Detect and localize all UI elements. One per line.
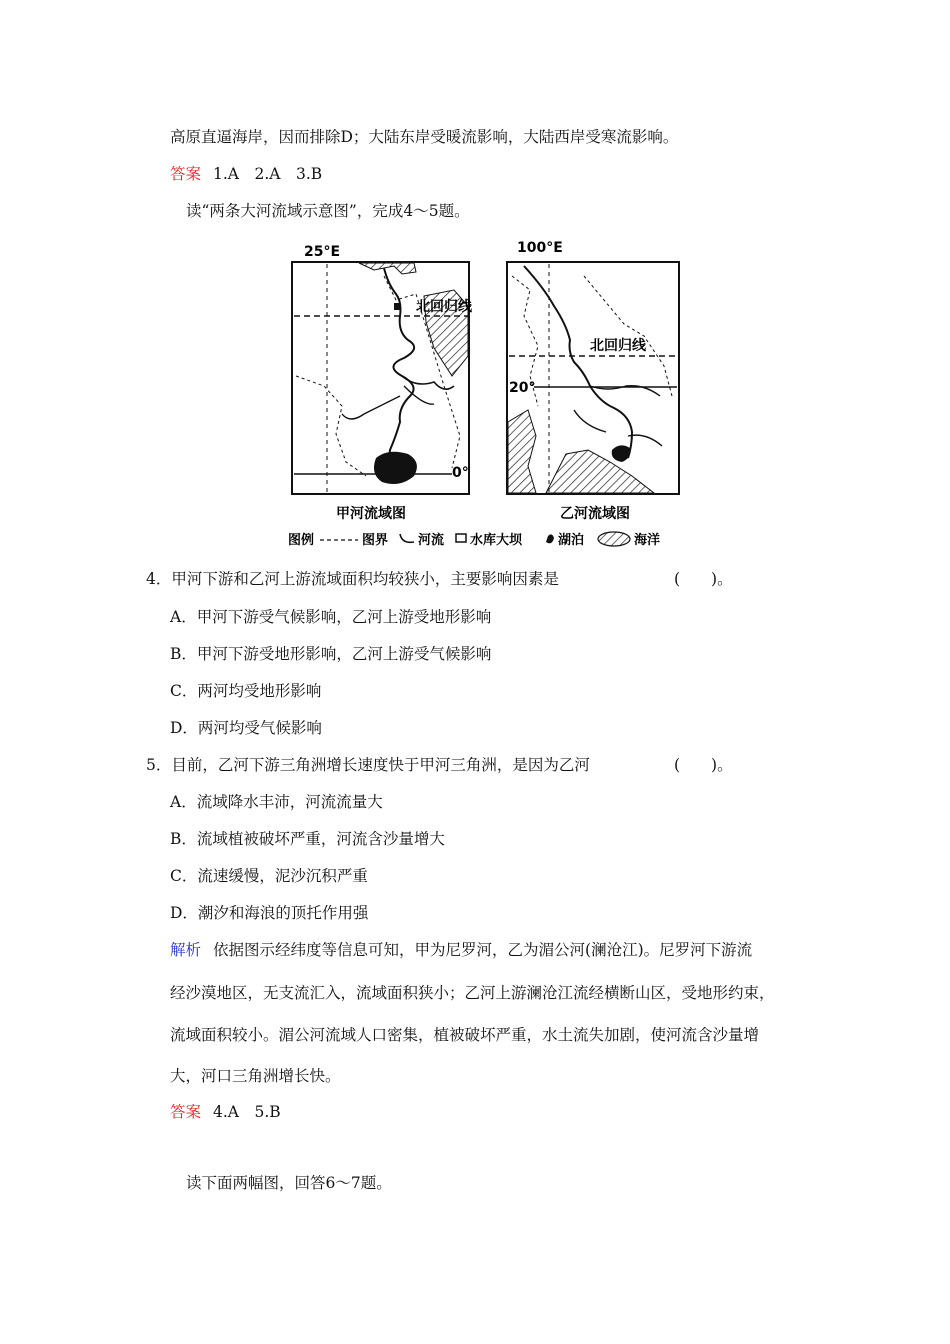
map-b (507, 240, 679, 522)
legend-title: 图例 (288, 533, 315, 548)
legend-lake-icon (546, 534, 554, 543)
question-5-text: 5．目前，乙河下游三角洲增长速度快于甲河三角洲，是因为乙河 (146, 756, 590, 774)
answer-row-2 (170, 1101, 281, 1123)
answer-row-1 (170, 163, 322, 185)
answer-text-2: 4.A 5.B (213, 1103, 281, 1121)
answer-text: 1.A 2.A 3.B (213, 165, 323, 183)
river-basin-figure (284, 236, 684, 554)
map-b-tropic-label: 北回归线 (590, 338, 646, 354)
analysis-text-1: 依据图示经纬度等信息可知，甲为尼罗河，乙为湄公河(澜沧江)。尼罗河下游流 (213, 941, 753, 959)
legend-boundary: 图界 (362, 533, 389, 548)
legend-ocean-icon (598, 532, 630, 546)
question-4-paren: ( )。 (674, 570, 733, 588)
legend-river-icon (400, 534, 414, 542)
legend-river: 河流 (418, 533, 445, 548)
legend-reservoir: 水库大坝 (470, 533, 523, 548)
question-5-stem (146, 754, 590, 776)
question-4-text: 4．甲河下游和乙河上游流域面积均较狭小，主要影响因素是 (146, 570, 559, 588)
map-a (292, 244, 473, 522)
answer-label: 答案 (170, 165, 202, 183)
map-b-lat-label: 20° (509, 380, 536, 396)
question-5-option-a: A．流域降水丰沛，河流流量大 (170, 793, 383, 811)
map-b-longitude-label: 100°E (517, 240, 563, 256)
question-5-option-b: B．流域植被破坏严重，河流含沙量增大 (170, 830, 445, 848)
answer-label-2: 答案 (170, 1103, 202, 1121)
question-5-paren: ( )。 (674, 756, 733, 774)
legend-lake: 湖泊 (558, 533, 585, 548)
question-4-option-b: B．甲河下游受地形影响，乙河上游受气候影响 (170, 645, 492, 663)
question-5-option-c: C．流速缓慢，泥沙沉积严重 (170, 867, 368, 885)
map-a-longitude-label: 25°E (304, 244, 341, 260)
question-4-option-a: A．甲河下游受气候影响，乙河上游受地形影响 (170, 608, 492, 626)
question-5-option-d: D．潮汐和海浪的顶托作用强 (170, 904, 369, 922)
analysis-line-1 (170, 939, 752, 961)
read-instruction-2: 读下面两幅图，回答6～7题。 (186, 1174, 392, 1192)
map-a-tropic-label: 北回归线 (416, 299, 472, 315)
question-4-option-c: C．两河均受地形影响 (170, 682, 322, 700)
analysis-line-2: 经沙漠地区，无支流汇入，流域面积狭小；乙河上游澜沧江流经横断山区，受地形约束， (170, 984, 775, 1002)
map-a-caption: 甲河流域图 (336, 506, 406, 522)
analysis-line-3: 流域面积较小。湄公河流域人口密集，植被破坏严重，水土流失加剧，使河流含沙量增 (170, 1026, 760, 1044)
map-legend (288, 532, 660, 548)
analysis-label: 解析 (170, 941, 202, 959)
read-instruction-1: 读“两条大河流域示意图”，完成4～5题。 (186, 202, 470, 220)
question-4-stem (146, 568, 559, 590)
question-4-option-d: D．两河均受气候影响 (170, 719, 322, 737)
intro-line: 高原直逼海岸，因而排除D；大陆东岸受暖流影响，大陆西岸受寒流影响。 (170, 128, 679, 146)
legend-reservoir-icon (456, 534, 466, 542)
map-a-equator-label: 0° (452, 465, 469, 481)
legend-ocean: 海洋 (634, 533, 661, 548)
map-b-caption: 乙河流域图 (560, 506, 630, 522)
analysis-line-4: 大，河口三角洲增长快。 (170, 1067, 341, 1085)
